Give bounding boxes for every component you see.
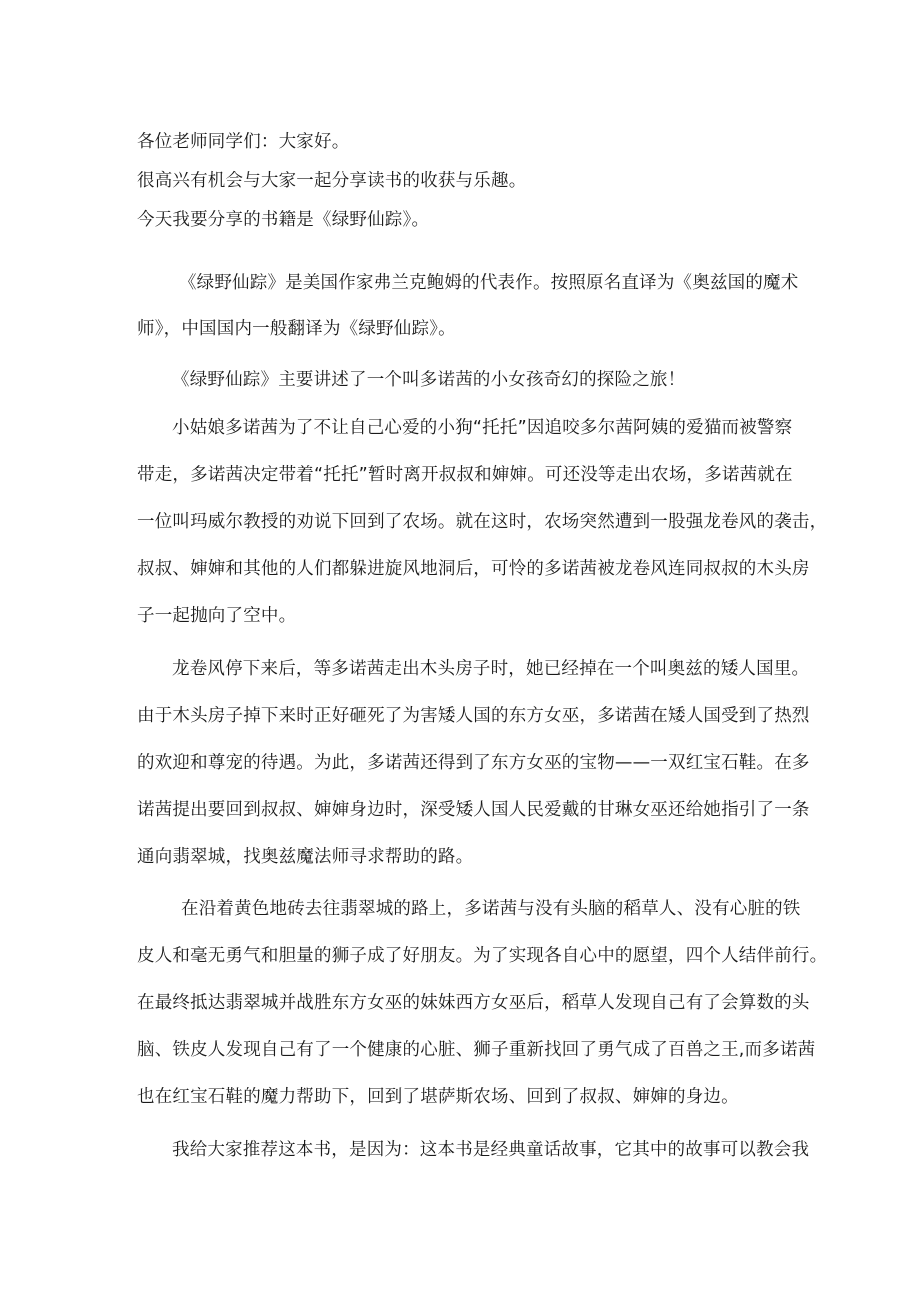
paragraph-5 bbox=[137, 890, 828, 1117]
paragraph-line: 的欢迎和尊宠的待遇。为此，多诺茜还得到了东方女巫的宝物——一双红宝石鞋。在多 bbox=[137, 753, 810, 773]
paragraph-line: 脑、铁皮人发现自己有了一个健康的心脏、狮子重新找回了勇气成了百兽之王,而多诺茜 bbox=[137, 1040, 816, 1060]
paragraph-line: 诺茜提出要回到叔叔、婶婶身边时，深受矮人国人民爱戴的甘琳女巫还给她指引了一条 bbox=[137, 800, 810, 820]
greeting-block bbox=[137, 123, 787, 240]
paragraph-line: 皮人和毫无勇气和胆量的狮子成了好朋友。为了实现各自心中的愿望，四个人结伴前行。 bbox=[137, 946, 828, 966]
paragraph-line: 小姑娘多诺茜为了不让自己心爱的小狗“托托”因追咬多尔茜阿姨的爱猫而被警察 bbox=[172, 418, 793, 438]
paragraph-line: 也在红宝石鞋的魔力帮助下，回到了堪萨斯农场、回到了叔叔、婶婶的身边。 bbox=[137, 1087, 739, 1107]
intro-line-2: 今天我要分享的书籍是《绿野仙踪》。 bbox=[137, 210, 430, 230]
paragraph-line: 《绿野仙踪》是美国作家弗兰克鲍姆的代表作。按照原名直译为《奥兹国的魔术 bbox=[170, 273, 799, 293]
paragraph-3 bbox=[137, 409, 828, 636]
paragraph-line: 子一起抛向了空中。 bbox=[137, 606, 297, 626]
paragraph-4 bbox=[137, 650, 810, 877]
paragraph-line: 在沿着黄色地砖去往翡翠城的路上，多诺茜与没有头脑的稻草人、没有心脏的铁 bbox=[181, 899, 801, 919]
paragraph-line: 叔叔、婶婶和其他的人们都躲进旋风地洞后，可怜的多诺茜被龙卷风连同叔叔的木头房 bbox=[137, 559, 810, 579]
paragraph-line: 我给大家推荐这本书，是因为：这本书是经典童话故事，它其中的故事可以教会我 bbox=[172, 1140, 810, 1160]
paragraph-line: 师》，中国国内一般翻译为《绿野仙踪》。 bbox=[137, 319, 456, 339]
paragraph-line: 一位叫玛威尔教授的劝说下回到了农场。就在这时，农场突然遭到一股强龙卷风的袭击， bbox=[137, 512, 828, 532]
paragraph-line: 《绿野仙踪》主要讲述了一个叫多诺茜的小女孩奇幻的探险之旅！ bbox=[172, 370, 686, 390]
paragraph-1-cont bbox=[137, 310, 787, 349]
paragraph-line: 在最终抵达翡翠城并战胜东方女巫的妹妹西方女巫后，稻草人发现自己有了会算数的头 bbox=[137, 993, 810, 1013]
intro-line-1: 很高兴有机会与大家一起分享读书的收获与乐趣。 bbox=[137, 171, 527, 191]
paragraph-line: 由于木头房子掉下来时正好砸死了为害矮人国的东方女巫，多诺茜在矮人国受到了热烈 bbox=[137, 706, 810, 726]
paragraph-6 bbox=[137, 1131, 810, 1170]
paragraph-line: 带走，多诺茜决定带着“托托”暂时离开叔叔和婶婶。可还没等走出农场，多诺茜就在 bbox=[137, 465, 793, 485]
paragraph-line: 通向翡翠城，找奥兹魔法师寻求帮助的路。 bbox=[137, 847, 474, 867]
greeting-line: 各位老师同学们：大家好。 bbox=[137, 132, 350, 152]
paragraph-1 bbox=[170, 264, 820, 303]
paragraph-line: 龙卷风停下来后，等多诺茜走出木头房子时，她已经掉在一个叫奥兹的矮人国里。 bbox=[172, 659, 810, 679]
paragraph-2 bbox=[172, 361, 822, 400]
